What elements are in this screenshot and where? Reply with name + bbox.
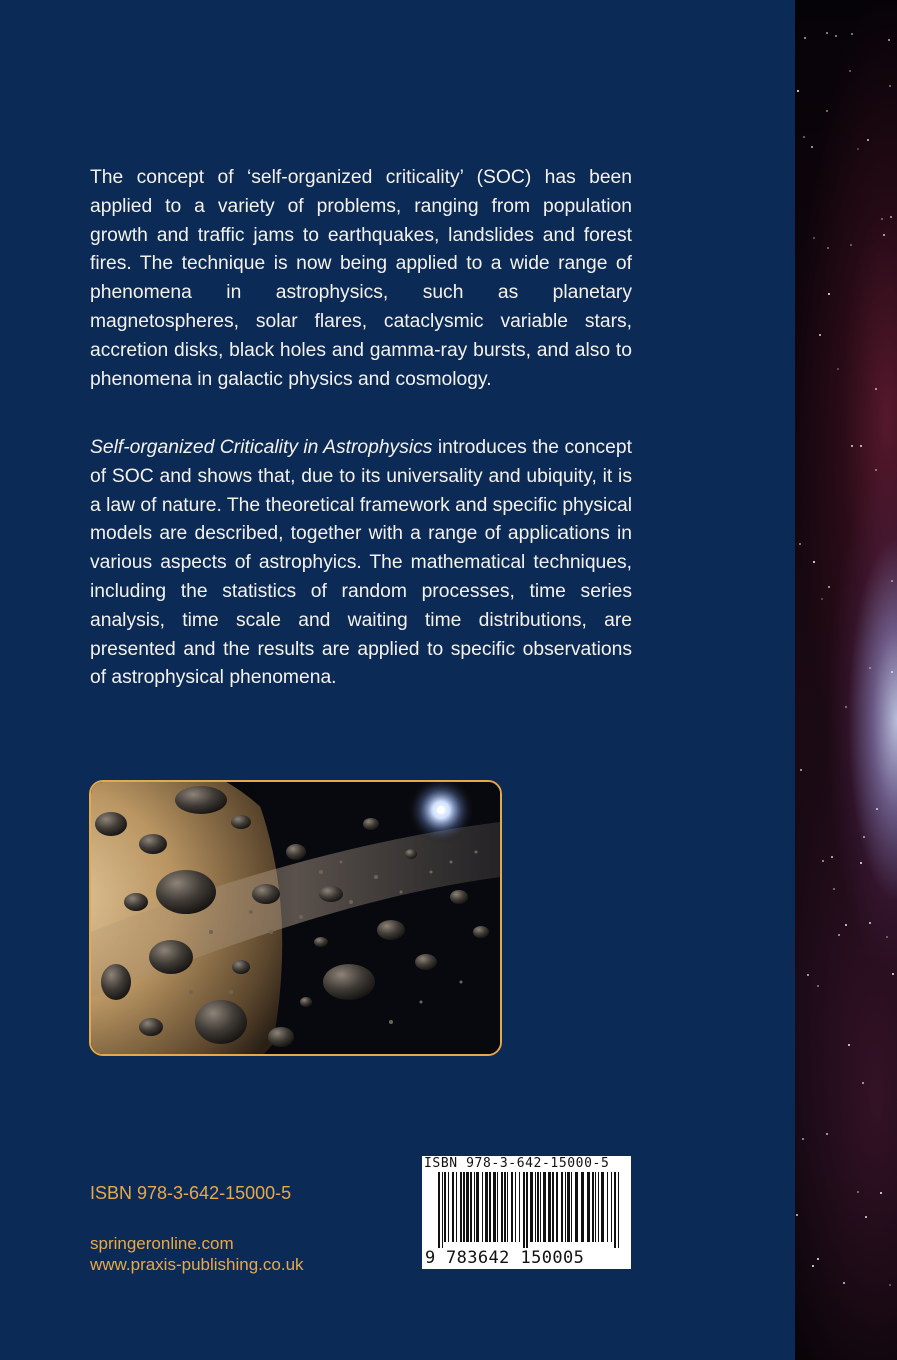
star-dot <box>843 1282 845 1284</box>
barcode-bar <box>543 1172 546 1242</box>
barcode-bar <box>511 1172 513 1242</box>
blurb-paragraph-2 <box>90 434 632 693</box>
barcode-bar <box>501 1172 503 1242</box>
barcode-bar <box>571 1172 572 1242</box>
star-dot <box>828 586 830 588</box>
barcode-bar <box>507 1172 508 1242</box>
star-dot <box>857 1191 859 1193</box>
star-dot <box>888 39 890 41</box>
star-dot <box>828 293 830 295</box>
star-dot <box>837 368 839 370</box>
barcode-bar <box>442 1172 443 1248</box>
star-dot <box>850 244 852 246</box>
springer-url-link[interactable]: springeronline.com <box>90 1234 234 1253</box>
star-dot <box>876 808 878 810</box>
barcode-bar <box>530 1172 533 1242</box>
barcode-bar <box>485 1172 488 1242</box>
asteroid-belt-image <box>91 782 500 1054</box>
star-dot <box>826 32 828 34</box>
praxis-url-link[interactable]: www.praxis-publishing.co.uk <box>90 1255 304 1274</box>
star-dot <box>889 1284 891 1286</box>
barcode-bar <box>460 1172 462 1242</box>
star-dot <box>891 671 893 673</box>
isbn-text: ISBN 978-3-642-15000-5 <box>90 1183 292 1203</box>
star-dot <box>796 1214 798 1216</box>
star-dot <box>797 90 799 92</box>
barcode-bar <box>575 1172 578 1242</box>
star-dot <box>822 860 824 862</box>
barcode-bar <box>476 1172 479 1242</box>
barcode-bar <box>595 1172 596 1242</box>
cover-edge-nebula-strip <box>795 0 897 1360</box>
star-dot <box>813 237 815 239</box>
barcode-bar <box>463 1172 465 1242</box>
barcode-bar <box>540 1172 541 1242</box>
star-dot <box>826 1133 828 1135</box>
star-dot <box>886 936 888 938</box>
star-dot <box>890 216 892 218</box>
star-dot <box>804 37 806 39</box>
book-title-italic: Self-organized Criticality in Astrophysics <box>90 437 433 458</box>
barcode-bar <box>537 1172 539 1242</box>
star-dot <box>862 1082 864 1084</box>
barcode-bar <box>474 1172 475 1242</box>
star-dot <box>860 445 862 447</box>
star-dot <box>851 445 853 447</box>
star-dot <box>800 769 802 771</box>
star-dot <box>807 974 809 976</box>
star-dot <box>865 1216 867 1218</box>
barcode-bar <box>519 1172 520 1242</box>
star-dot <box>875 388 877 390</box>
barcode-bar <box>470 1172 472 1242</box>
barcode-bar <box>456 1172 457 1242</box>
barcode-bar <box>601 1172 604 1242</box>
barcode-bar <box>482 1172 483 1242</box>
star-dot <box>869 667 871 669</box>
star-dot <box>835 35 837 37</box>
blurb-paragraph-1: The concept of ‘self-organized criticality’ (SOC) has been applied to a variety of problems, ranging from population growth and traffic jams to earthquakes, landslides and forest fires. The technique is now being applied to a wide range of phenomena in astrophysics, such as planetary magnetospheres, solar flares, cataclysmic variable stars, accretion disks, black holes and gamma-ray bursts, and also to phenomena in galactic physics and cosmology. <box>90 167 632 390</box>
star-dot <box>845 706 847 708</box>
barcode-bar <box>504 1172 506 1242</box>
star-dot <box>821 598 823 600</box>
barcode-first-digit: 9 <box>425 1248 436 1268</box>
star-dot <box>833 888 835 890</box>
star-dot <box>891 580 893 582</box>
star-dot <box>867 139 869 141</box>
barcode-bar <box>561 1172 563 1242</box>
barcode-bar <box>607 1172 608 1242</box>
barcode-bar <box>567 1172 570 1242</box>
barcode-bar <box>598 1172 599 1242</box>
barcode-bar <box>466 1172 469 1242</box>
star-dot <box>813 561 815 563</box>
star-dot <box>880 1192 882 1194</box>
barcode-bar <box>497 1172 498 1242</box>
barcode-bar <box>448 1172 449 1242</box>
star-dot <box>817 1258 819 1260</box>
star-dot <box>881 218 883 220</box>
star-dot <box>827 247 829 249</box>
barcode-bar <box>489 1172 491 1242</box>
barcode-bar <box>592 1172 594 1242</box>
barcode-bar <box>556 1172 558 1242</box>
blurb-paragraph-2-body: introduces the concept of SOC and shows that, due to its universality and ubiquity, it is a law of nature. The theoretical framework and specific physical models are described, together with a range of applications in various aspects of astrophyics. The mathematical techniques, including the statistics of random processes, time series analysis, time scale and waiting time distributions, are presented and the results are applied to specific observations of astrophysical phenomena. <box>90 437 632 689</box>
star-dot <box>892 973 894 975</box>
isbn-barcode <box>422 1156 631 1269</box>
star-dot <box>849 70 851 72</box>
barcode-bar <box>581 1172 584 1242</box>
barcode-bar <box>548 1172 551 1242</box>
star-dot <box>812 1265 814 1267</box>
barcode-bar <box>444 1172 446 1242</box>
barcode-bar <box>587 1172 590 1242</box>
barcode-bar <box>523 1172 525 1248</box>
barcode-bar <box>526 1172 528 1248</box>
star-dot <box>799 543 801 545</box>
star-dot <box>845 924 847 926</box>
star-dot <box>817 985 819 987</box>
barcode-bars <box>438 1172 624 1248</box>
barcode-bar <box>611 1172 612 1242</box>
star-dot <box>848 1044 850 1046</box>
star-dot <box>831 856 833 858</box>
star-dot <box>889 85 891 87</box>
barcode-bar <box>552 1172 554 1242</box>
star-dot <box>860 862 862 864</box>
star-dot <box>819 334 821 336</box>
barcode-bar <box>614 1172 616 1248</box>
star-dot <box>811 146 813 148</box>
barcode-bar <box>452 1172 454 1242</box>
barcode-bar <box>565 1172 566 1242</box>
barcode-isbn-label: ISBN 978-3-642-15000-5 <box>424 1156 610 1171</box>
barcode-digits: 783642 150005 <box>446 1248 585 1268</box>
star-dot <box>802 1138 804 1140</box>
star-dot <box>869 922 871 924</box>
star-dot <box>838 934 840 936</box>
barcode-bar <box>618 1172 619 1248</box>
barcode-bar <box>493 1172 496 1242</box>
star-dot <box>803 136 805 138</box>
star-dot <box>826 110 828 112</box>
barcode-bar <box>438 1172 440 1248</box>
barcode-bar <box>535 1172 536 1242</box>
star-dot <box>875 469 877 471</box>
star-dot <box>863 836 865 838</box>
star-dot <box>883 234 885 236</box>
barcode-bar <box>515 1172 516 1242</box>
asteroid-belt-illustration <box>89 780 502 1056</box>
star-dot <box>851 33 853 35</box>
star-dot <box>857 148 859 150</box>
